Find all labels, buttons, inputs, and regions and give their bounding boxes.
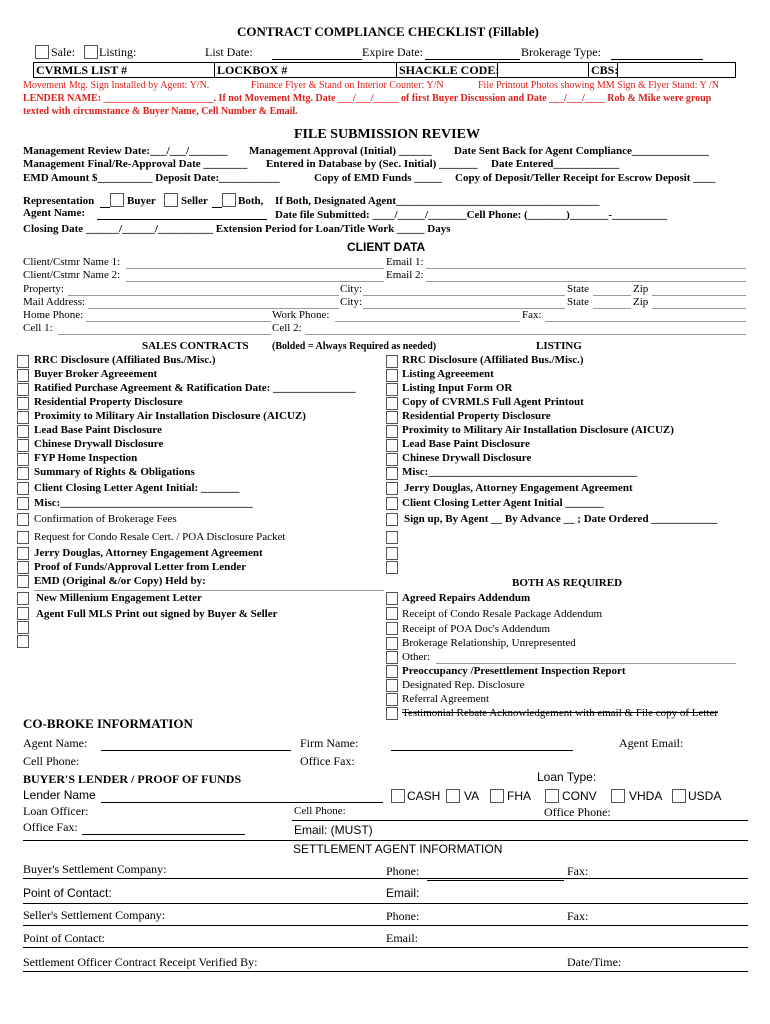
shackle-code-label: SHACKLE CODE: (399, 63, 500, 77)
cvrmls-label: CVRMLS LIST # (36, 63, 128, 77)
listing-heading: LISTING (536, 340, 582, 352)
lender-name-label: Lender Name (23, 788, 96, 802)
sales-checkbox[interactable] (17, 592, 29, 605)
email-2-label: Email 2: (386, 269, 424, 281)
closing-date: Closing Date ______/______/__________ Extension Period for Loan/Title Work _____ Days (23, 223, 451, 235)
list-date-field[interactable] (272, 59, 362, 60)
loan-type-usda-checkbox[interactable] (672, 789, 686, 803)
sales-checkbox[interactable] (17, 355, 29, 368)
mail-address-label: Mail Address: (23, 296, 86, 308)
sales-item: Proof of Funds/Approval Letter from Lender (34, 561, 247, 573)
both-label: Both, (238, 195, 264, 207)
sales-checkbox[interactable] (17, 467, 29, 480)
sales-checkbox[interactable] (17, 482, 29, 495)
both-checkbox[interactable] (386, 607, 398, 620)
lender-cell-label: Cell Phone: (294, 805, 346, 817)
photo-printout-notice: File Printout Photos showing MM Sign & Flyer Stand: Y /N (478, 80, 719, 91)
loan-type-cash-label: CASH (407, 789, 441, 803)
buyer-settlement-phone-label: Phone: (386, 864, 420, 878)
copy-deposit-receipt: Copy of Deposit/Teller Receipt for Escrow Deposit ____ (455, 172, 716, 184)
lender-name-notice: LENDER NAME: ______________________. If not Movement Mtg. Date ___/___/_____ of first Buyer Discussion and Date ___/___/____ Rob & Mike were group (23, 93, 712, 104)
listing-checkbox[interactable] (386, 482, 398, 495)
both-checkbox[interactable] (386, 679, 398, 692)
listing-item: Jerry Douglas, Attorney Engagement Agreement (404, 482, 633, 494)
expire-date-field[interactable] (425, 59, 520, 60)
office-phone-label: Office Phone: (544, 805, 611, 819)
sales-item: Jerry Douglas, Attorney Engagement Agreement (34, 547, 263, 559)
copy-emd-funds: Copy of EMD Funds _____ (314, 172, 442, 184)
mail-state-label: State (567, 296, 589, 308)
client-name-1-field[interactable] (126, 268, 384, 269)
listing-item: Proximity to Military Air Installation Disclosure (AICUZ) (402, 424, 674, 436)
buyer-settlement-company-label: Buyer's Settlement Company: (23, 862, 167, 876)
listing-item: Lead Base Paint Disclosure (402, 438, 530, 450)
both-item: Agreed Repairs Addendum (402, 592, 531, 604)
buyer-point-of-contact-label: Point of Contact: (23, 886, 112, 900)
sales-item: Confirmation of Brokerage Fees (34, 513, 177, 525)
both-item: Receipt of POA Doc's Addendum (402, 623, 551, 635)
sales-item: Misc:___________________________________ (34, 497, 253, 509)
co-broke-firm-name-field[interactable] (391, 750, 573, 751)
buyer-settlement-email-label: Email: (386, 886, 420, 900)
listing-checkbox[interactable] (386, 547, 398, 560)
sales-checkbox[interactable] (17, 561, 29, 574)
work-phone-field[interactable] (335, 321, 520, 322)
file-submission-heading: FILE SUBMISSION REVIEW (294, 127, 480, 142)
agent-name-field[interactable] (97, 219, 267, 220)
sales-item: Client Closing Letter Agent Initial: _______ (34, 482, 240, 494)
listing-checkbox[interactable] (386, 425, 398, 438)
property-field[interactable] (68, 295, 339, 296)
listing-checkbox[interactable] (84, 45, 98, 59)
listing-item: Sign up, By Agent __ By Advance __ ; Date Ordered ____________ (404, 513, 718, 525)
co-broke-office-fax-label: Office Fax: (300, 754, 355, 768)
brokerage-type-field[interactable] (611, 59, 703, 60)
brokerage-type-label: Brokerage Type: (521, 45, 601, 59)
sales-checkbox[interactable] (17, 453, 29, 466)
sales-checkbox[interactable] (17, 411, 29, 424)
listing-item: Listing Agreeement (402, 368, 494, 380)
property-label: Property: (23, 283, 64, 295)
poc-divider (23, 903, 748, 904)
mm-sign-notice: Movement Mtg. Sign Installed by Agent: Y/N. (23, 80, 210, 91)
loan-type-conv-label: CONV (562, 789, 597, 803)
both-checkbox[interactable] (222, 193, 236, 207)
listing-checkbox[interactable] (386, 439, 398, 452)
email-1-field[interactable] (426, 268, 746, 269)
seller-label: Seller (181, 195, 208, 207)
co-broke-agent-name-field[interactable] (101, 750, 291, 751)
loan-type-va-checkbox[interactable] (446, 789, 460, 803)
listing-item: Chinese Drywall Disclosure (402, 452, 532, 464)
listing-checkbox[interactable] (386, 355, 398, 368)
listing-checkbox[interactable] (386, 513, 398, 526)
sales-item: Buyer Broker Agreeement (34, 368, 158, 380)
mail-city-label: City: (340, 296, 363, 308)
lender-email-label: Email: (MUST) (294, 823, 373, 837)
listing-checkbox[interactable] (386, 561, 398, 574)
seller-settlement-divider (23, 925, 748, 926)
loan-type-label: Loan Type: (537, 770, 597, 784)
lender-cell-field[interactable] (292, 820, 748, 821)
buyer-checkbox[interactable] (110, 193, 124, 207)
loan-officer-label: Loan Officer: (23, 804, 89, 818)
lender-office-fax-field[interactable] (82, 834, 245, 835)
both-required-heading: BOTH AS REQUIRED (512, 577, 623, 589)
sales-item: New Millenium Engagement Letter (36, 592, 202, 604)
other-field[interactable] (436, 663, 736, 664)
home-phone-field[interactable] (86, 321, 271, 322)
emd-amount: EMD Amount $__________ Deposit Date:___________ (23, 172, 280, 184)
loan-type-fha-checkbox[interactable] (490, 789, 504, 803)
sales-item: Residential Property Disclosure (34, 396, 183, 408)
mail-zip-label: Zip (633, 296, 649, 308)
bolded-note: (Bolded = Always Required as needed) (272, 341, 437, 352)
client-name-2-field[interactable] (126, 281, 384, 282)
seller-checkbox[interactable] (164, 193, 178, 207)
buyer-settlement-phone-field[interactable] (427, 880, 564, 881)
verified-divider (23, 971, 748, 972)
cell-2-label: Cell 2: (272, 322, 302, 334)
sales-item: Ratified Purchase Agreement & Ratification Date: _______________ (34, 382, 356, 394)
sales-checkbox[interactable] (17, 397, 29, 410)
both-item: Receipt of Condo Resale Package Addendum (402, 608, 603, 620)
finance-flyer-notice: Finance Flyer & Stand on Interior Counter: Y/N (251, 80, 444, 91)
lender-name-field[interactable] (101, 802, 383, 803)
listing-checkbox[interactable] (386, 467, 398, 480)
group-text-notice: texted with circumstance & Buyer Name, Cell Number & Email. (23, 106, 298, 117)
mail-state-field[interactable] (593, 308, 631, 309)
email-2-field[interactable] (426, 281, 746, 282)
sales-checkbox[interactable] (17, 607, 29, 620)
seller-point-of-contact-label: Point of Contact: (23, 931, 105, 945)
designated-agent: If Both, Designated Agent_____________________________________ (275, 195, 600, 207)
cvrmls-row (33, 62, 736, 78)
lockbox-label: LOCKBOX # (217, 63, 288, 77)
sale-checkbox[interactable] (35, 45, 49, 59)
buyer-settlement-fax-label: Fax: (567, 864, 589, 878)
listing-item: Copy of CVRMLS Full Agent Printout (402, 396, 584, 408)
contract-receipt-verified-label: Settlement Officer Contract Receipt Verified By: (23, 955, 258, 969)
management-review-date: Management Review Date:___/___/_______ (23, 145, 228, 157)
entered-in-database: Entered in Database by (Sec. Initial) _______ (266, 158, 478, 170)
loan-type-cash-checkbox[interactable] (391, 789, 405, 803)
management-approval: Management Approval (Initial) ______ (249, 145, 432, 157)
sales-item: Proximity to Military Air Installation Disclosure (AICUZ) (34, 410, 306, 422)
sales-checkbox[interactable] (17, 369, 29, 382)
both-item: Brokerage Relationship, Unrepresented (402, 637, 576, 649)
sales-checkbox[interactable] (17, 513, 29, 526)
loan-type-va-label: VA (464, 789, 480, 803)
form-title: CONTRACT COMPLIANCE CHECKLIST (Fillable) (237, 24, 539, 39)
both-item: Other: (402, 651, 431, 663)
both-item: Designated Rep. Disclosure (402, 679, 525, 691)
listing-checkbox[interactable] (386, 369, 398, 382)
sales-checkbox[interactable] (17, 425, 29, 438)
settlement-heading: SETTLEMENT AGENT INFORMATION (293, 842, 503, 856)
mail-zip-field[interactable] (652, 308, 746, 309)
co-broke-heading: CO-BROKE INFORMATION (23, 716, 193, 731)
buyer-settlement-divider (23, 878, 748, 879)
cell-2-field[interactable] (305, 334, 746, 335)
both-checkbox[interactable] (386, 665, 398, 678)
property-zip-label: Zip (633, 283, 649, 295)
co-broke-agent-name-label: Agent Name: (23, 736, 88, 750)
both-checkbox[interactable] (386, 592, 398, 605)
property-state-label: State (567, 283, 589, 295)
settlement-divider (23, 840, 748, 841)
loan-type-conv-checkbox[interactable] (545, 789, 559, 803)
listing-label: Listing: (99, 45, 137, 59)
sales-item: Lead Base Paint Disclosure (34, 424, 162, 436)
sales-checkbox[interactable] (17, 531, 29, 544)
sales-checkbox[interactable] (17, 575, 29, 588)
date-time-label: Date/Time: (567, 955, 622, 969)
sales-item: RRC Disclosure (Affiliated Bus./Misc.) (34, 354, 216, 366)
listing-item: Residential Property Disclosure (402, 410, 551, 422)
listing-checkbox[interactable] (386, 397, 398, 410)
listing-checkbox[interactable] (386, 453, 398, 466)
cell-1-label: Cell 1: (23, 322, 53, 334)
sales-item: Agent Full MLS Print out signed by Buyer & Seller (36, 608, 278, 620)
listing-item: Client Closing Letter Agent Initial _______ (402, 497, 604, 509)
listing-checkbox[interactable] (386, 497, 398, 510)
buyer-label: Buyer (127, 195, 156, 207)
property-state-field[interactable] (593, 295, 631, 296)
sales-item: Request for Condo Resale Cert. / POA Disclosure Packet (34, 531, 286, 543)
sales-checkbox[interactable] (17, 439, 29, 452)
sales-item: Summary of Rights & Obligations (34, 466, 195, 478)
lender-office-fax-label: Office Fax: (23, 820, 78, 834)
sales-checkbox[interactable] (17, 635, 29, 648)
seller-settlement-phone-label: Phone: (386, 909, 420, 923)
both-checkbox[interactable] (386, 707, 398, 720)
list-date-label: List Date: (205, 45, 253, 59)
lender-heading: BUYER'S LENDER / PROOF OF FUNDS (23, 772, 242, 786)
both-checkbox[interactable] (386, 651, 398, 664)
fax-label: Fax: (522, 309, 542, 321)
listing-checkbox[interactable] (386, 411, 398, 424)
sales-item: EMD (Original &/or Copy) Held by: (34, 575, 206, 587)
co-broke-firm-name-label: Firm Name: (300, 736, 359, 750)
seller-settlement-email-label: Email: (386, 931, 418, 945)
agent-name-label: Agent Name: (23, 207, 86, 219)
listing-checkbox[interactable] (386, 383, 398, 396)
sales-item: FYP Home Inspection (34, 452, 138, 464)
both-item: Referral Agreement (402, 693, 490, 705)
email-1-label: Email 1: (386, 256, 424, 268)
both-checkbox[interactable] (386, 622, 398, 635)
listing-checkbox[interactable] (386, 531, 398, 544)
both-checkbox[interactable] (386, 693, 398, 706)
sales-checkbox[interactable] (17, 497, 29, 510)
expire-date-label: Expire Date: (362, 45, 423, 59)
fax-field[interactable] (545, 321, 746, 322)
sales-checkbox[interactable] (17, 547, 29, 560)
representation-label: Representation (23, 195, 95, 207)
client-data-heading: CLIENT DATA (347, 240, 426, 254)
both-item: Testimonial Rebate Acknowledgement with email & File copy of Letter (402, 707, 719, 719)
both-item: Preoccupancy /Presettlement Inspection Report (402, 665, 626, 677)
sales-checkbox[interactable] (17, 621, 29, 634)
property-zip-field[interactable] (652, 295, 746, 296)
cell-1-field[interactable] (58, 334, 271, 335)
seller-poc-divider (23, 947, 748, 948)
sales-checkbox[interactable] (17, 383, 29, 396)
work-phone-label: Work Phone: (272, 309, 330, 321)
cbs-label: CBS: (591, 63, 619, 77)
sales-contracts-heading: SALES CONTRACTS (142, 340, 249, 352)
loan-type-usda-label: USDA (688, 789, 722, 803)
seller-settlement-fax-label: Fax: (567, 909, 589, 923)
client-name-1-label: Client/Cstmr Name 1: (23, 256, 121, 268)
client-name-2-label: Client/Cstmr Name 2: (23, 269, 121, 281)
loan-type-fha-label: FHA (507, 789, 531, 803)
loan-type-vhda-checkbox[interactable] (611, 789, 625, 803)
listing-item: RRC Disclosure (Affiliated Bus./Misc.) (402, 354, 584, 366)
listing-item: Misc:______________________________________ (402, 466, 638, 478)
date-entered: Date Entered____________ (491, 158, 620, 170)
home-phone-label: Home Phone: (23, 309, 84, 321)
seller-settlement-company-label: Seller's Settlement Company: (23, 908, 166, 922)
co-broke-agent-email-label: Agent Email: (619, 736, 684, 750)
sale-label: Sale: (51, 45, 75, 59)
property-city-label: City: (340, 283, 363, 295)
loan-type-vhda-label: VHDA (629, 789, 663, 803)
both-checkbox[interactable] (386, 637, 398, 650)
sales-item: Chinese Drywall Disclosure (34, 438, 164, 450)
listing-item: Listing Input Form OR (402, 382, 513, 394)
date-file-submitted: Date file Submitted: ____/_____/_______Cell Phone: (_______)_______-__________ (275, 209, 667, 221)
final-approval-date: Management Final/Re-Approval Date ________ (23, 158, 248, 170)
co-broke-cell-label: Cell Phone: (23, 754, 80, 768)
date-sent-back: Date Sent Back for Agent Compliance______________ (454, 145, 709, 157)
property-city-field[interactable] (363, 295, 565, 296)
